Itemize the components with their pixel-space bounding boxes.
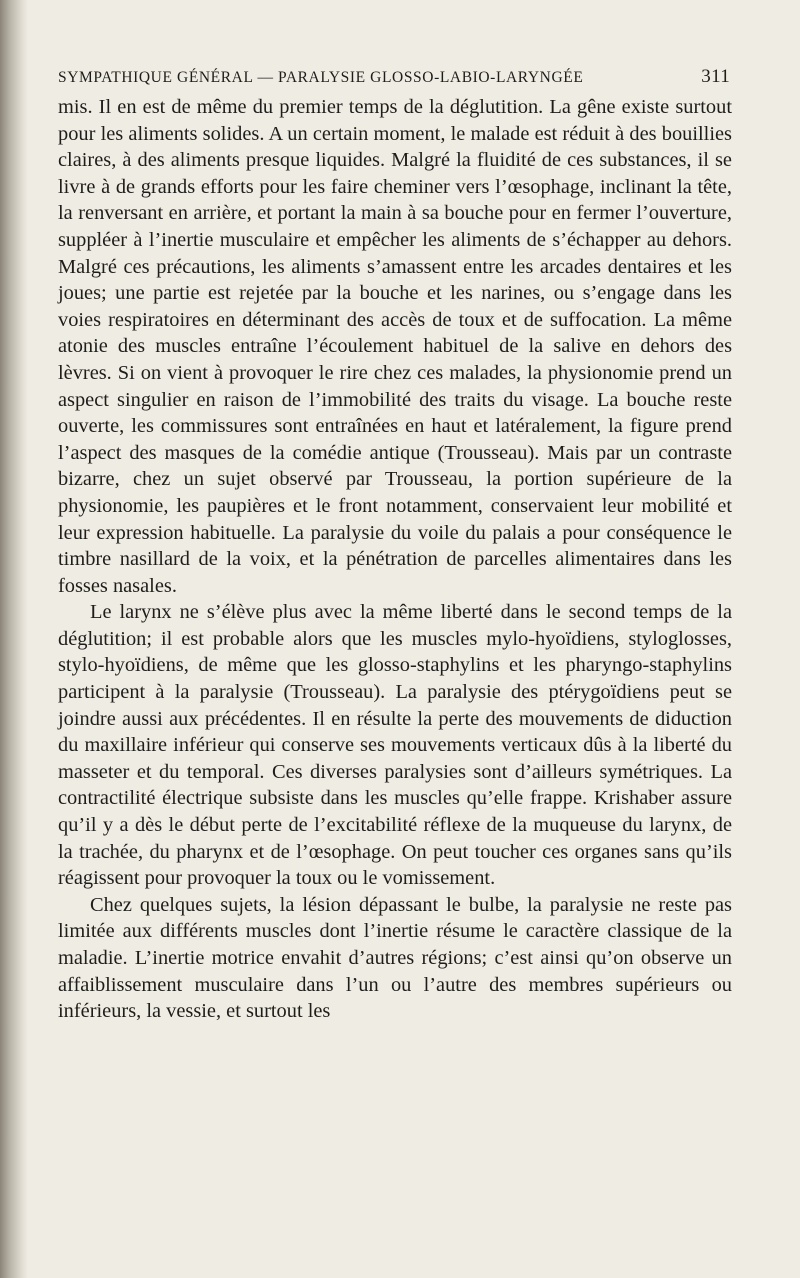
book-page xyxy=(58,66,732,1025)
running-title: SYMPATHIQUE GÉNÉRAL — PARALYSIE GLOSSO-LABIO-LARYNGÉE xyxy=(58,69,584,86)
running-header xyxy=(58,66,732,92)
body-text xyxy=(58,94,732,1025)
paragraph-2: Le larynx ne s’élève plus avec la même liberté dans le second temps de la déglutition; il est probable alors que les muscles mylo-hyoïdiens, styloglosses, stylo-hyoïdiens, de même que les glosso-staphylins et les pharyngo-staphylins participent à la paralysie (Trousseau). La paralysie des ptérygoïdiens peut se joindre aussi aux précédentes. Il en résulte la perte des mouvements de diduction du maxillaire inférieur qui conserve ses mouvements verticaux dûs à la liberté du masseter et du temporal. Ces diverses paralysies sont d’ailleurs symétriques. La contractilité électrique subsiste dans les muscles qu’elle frappe. Krishaber assure qu’il y a dès le début perte de l’excitabilité réflexe de la muqueuse du larynx, de la trachée, du pharynx et de l’œsophage. On peut toucher ces organes sans qu’ils réagissent pour provoquer la toux ou le vomissement. xyxy=(58,601,732,890)
paragraph-1: mis. Il en est de même du premier temps de la déglutition. La gêne existe surtout pour les aliments solides. A un certain moment, le malade est réduit à des bouillies claires, à des aliments presque liquides. Malgré la fluidité de ces substances, il se livre à de grands efforts pour les faire cheminer vers l’œsophage, inclinant la tête, la renversant en arrière, et portant la main à sa bouche pour en fermer l’ouverture, suppléer à l’inertie musculaire et empêcher les aliments de s’échapper au dehors. Malgré ces précautions, les aliments s’amassent entre les arcades dentaires et les joues; une partie est rejetée par la bouche et les narines, ou s’engage dans les voies respiratoires en déterminant des accès de toux et de suffocation. La même atonie des muscles entraîne l’écoulement habituel de la salive en dehors des lèvres. Si on vient à provoquer le rire chez ces malades, la physionomie prend un aspect singulier en raison de l’immobilité des traits du visage. La bouche reste ouverte, les commissures sont entraînées en haut et latéralement, la figure prend l’aspect des masques de la comédie antique (Trousseau). Mais par un contraste bizarre, chez un sujet observé par Trousseau, la portion supérieure de la physionomie, les paupières et le front notamment, conservaient leur mobilité et leur expression habituelle. La paralysie du voile du palais a pour conséquence le timbre nasillard de la voix, et la pénétration de parcelles alimentaires dans les fosses nasales. xyxy=(58,96,732,597)
paragraph-3: Chez quelques sujets, la lésion dépassant le bulbe, la paralysie ne reste pas limitée aux différents muscles dont l’inertie résume le caractère classique de la maladie. L’inertie motrice envahit d’autres régions; c’est ainsi qu’on observe un affaiblissement musculaire dans l’un ou l’autre des membres supérieurs ou inférieurs, la vessie, et surtout les xyxy=(58,893,732,1023)
page-binding-shadow xyxy=(0,0,28,1278)
page-number: 311 xyxy=(701,66,730,87)
